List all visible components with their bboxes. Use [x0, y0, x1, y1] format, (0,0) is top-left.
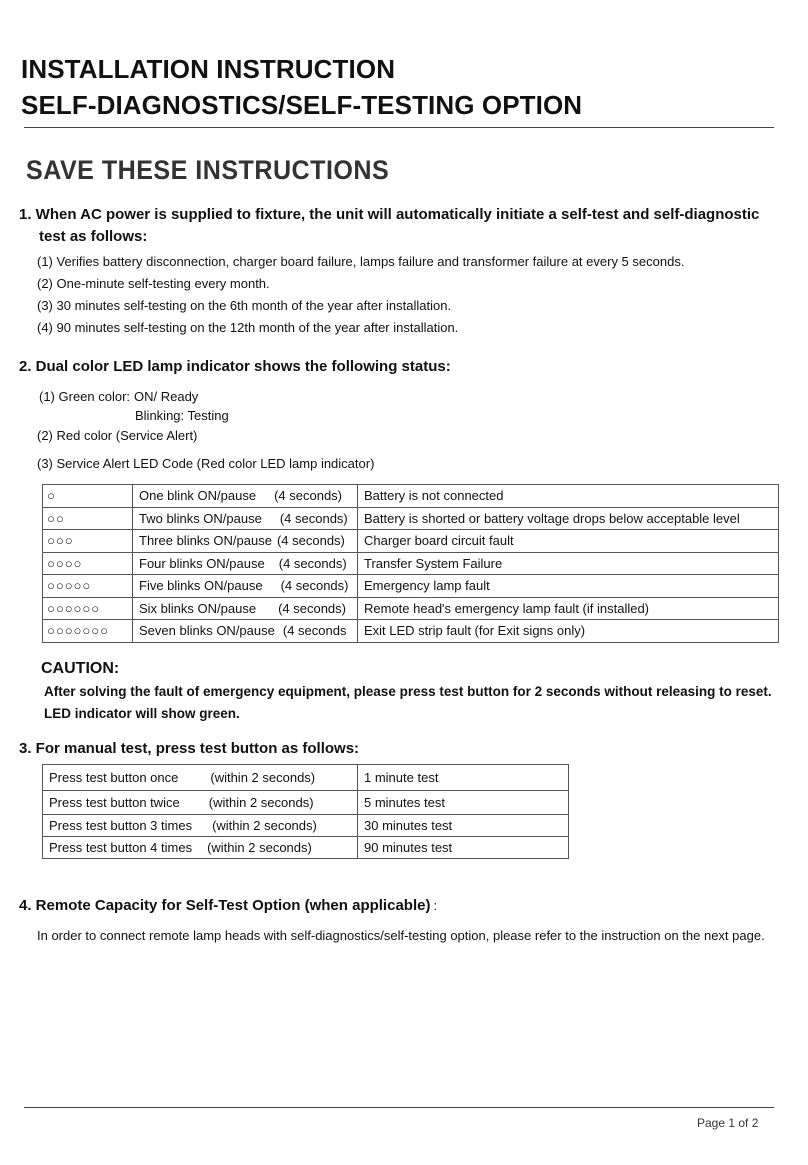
led-duration: (4 seconds) — [276, 533, 345, 549]
section1-item-3: (3) 30 minutes self-testing on the 6th month of the year after installation. — [37, 298, 452, 313]
led-blink-pattern: Five blinks ON/pause — [139, 578, 263, 594]
led-duration: (4 seconds) — [274, 488, 342, 504]
green-blink-status: Blinking: Testing — [135, 408, 229, 423]
footer-divider — [24, 1107, 774, 1108]
led-duration: (4 seconds) — [278, 555, 347, 571]
green-color-label: (1) Green color: — [39, 389, 131, 404]
save-instructions-banner: SAVE THESE INSTRUCTIONS — [26, 155, 390, 185]
led-blink-pattern-cell — [133, 552, 358, 575]
manual-window: (within 2 seconds) — [207, 840, 312, 855]
led-blink-symbol: ○ — [43, 485, 133, 508]
table-row — [43, 791, 569, 815]
manual-action: Press test button 4 times — [49, 840, 193, 855]
manual-result: 5 minutes test — [358, 791, 569, 815]
table-row — [43, 530, 779, 553]
table-row — [43, 485, 779, 508]
led-duration: (4 seconds) — [280, 578, 349, 594]
led-duration: (4 seconds) — [279, 510, 348, 526]
led-blink-symbol: ○○○ — [43, 530, 133, 553]
table-row — [43, 507, 779, 530]
red-color-label: (2) Red color (Service Alert) — [37, 428, 198, 443]
table-row — [43, 815, 569, 837]
section1-heading-line1: 1. When AC power is supplied to fixture, the unit will automatically initiate a self-test and self-diagnostic — [19, 206, 760, 223]
header-divider — [24, 127, 774, 128]
manual-action: Press test button 3 times — [49, 818, 193, 833]
section4-heading-line — [19, 897, 437, 914]
led-blink-pattern: Four blinks ON/pause — [139, 555, 265, 571]
caution-line1: After solving the fault of emergency equipment, please press test button for 2 seconds without releasing to reset. — [44, 684, 772, 699]
caution-title: CAUTION: — [41, 660, 120, 677]
led-blink-pattern: Two blinks ON/pause — [139, 510, 262, 526]
led-blink-symbol: ○○ — [43, 507, 133, 530]
led-fault-meaning: Exit LED strip fault (for Exit signs only) — [358, 620, 779, 643]
section3-heading: 3. For manual test, press test button as follows: — [19, 740, 360, 757]
led-blink-pattern: One blink ON/pause — [139, 488, 257, 504]
table-row — [43, 552, 779, 575]
table-row — [43, 620, 779, 643]
led-code-table — [42, 484, 779, 643]
led-blink-pattern-cell — [133, 485, 358, 508]
document-title-line1: INSTALLATION INSTRUCTION — [21, 54, 396, 84]
section1-item-4: (4) 90 minutes self-testing on the 12th month of the year after installation. — [37, 320, 459, 335]
page-number: Page 1 of 2 — [697, 1116, 759, 1130]
manual-window: (within 2 seconds) — [208, 795, 314, 810]
manual-test-table — [42, 764, 569, 859]
table-row — [43, 597, 779, 620]
manual-action-cell — [43, 791, 358, 815]
led-blink-pattern-cell — [133, 507, 358, 530]
document-title-line2: SELF-DIAGNOSTICS/SELF-TESTING OPTION — [21, 90, 583, 120]
section1-heading-line2: test as follows: — [39, 228, 148, 245]
manual-action: Press test button once — [49, 770, 179, 785]
led-blink-pattern-cell — [133, 530, 358, 553]
section4-body: In order to connect remote lamp heads with self-diagnostics/self-testing option, please refer to the instruction on the next page. — [37, 928, 765, 943]
table-row — [43, 765, 569, 791]
led-blink-pattern-cell — [133, 597, 358, 620]
led-blink-pattern-cell — [133, 620, 358, 643]
section2-heading: 2. Dual color LED lamp indicator shows the following status: — [19, 358, 451, 375]
led-fault-meaning: Battery is not connected — [358, 485, 779, 508]
led-fault-meaning: Remote head's emergency lamp fault (if installed) — [358, 597, 779, 620]
led-blink-pattern-cell — [133, 575, 358, 598]
led-blink-symbol: ○○○○○○ — [43, 597, 133, 620]
section1-item-2: (2) One-minute self-testing every month. — [37, 276, 270, 291]
led-blink-symbol: ○○○○○○○ — [43, 620, 133, 643]
manual-window: (within 2 seconds) — [210, 770, 316, 785]
caution-line2: LED indicator will show green. — [44, 706, 240, 721]
led-blink-symbol: ○○○○○ — [43, 575, 133, 598]
manual-window: (within 2 seconds) — [212, 818, 317, 833]
led-fault-meaning: Charger board circuit fault — [358, 530, 779, 553]
led-blink-pattern: Three blinks ON/pause — [139, 533, 272, 549]
led-fault-meaning: Transfer System Failure — [358, 552, 779, 575]
led-fault-meaning: Emergency lamp fault — [358, 575, 779, 598]
led-code-label: (3) Service Alert LED Code (Red color LED lamp indicator) — [37, 456, 375, 471]
section1-item-1: (1) Verifies battery disconnection, charger board failure, lamps failure and transformer failure at every 5 seconds. — [37, 254, 685, 269]
led-blink-symbol: ○○○○ — [43, 552, 133, 575]
table-row — [43, 575, 779, 598]
led-duration: (4 seconds — [282, 623, 347, 639]
manual-action-cell — [43, 815, 358, 837]
led-duration: (4 seconds) — [278, 600, 346, 616]
led-blink-pattern: Seven blinks ON/pause — [139, 623, 275, 639]
table-row — [43, 837, 569, 859]
manual-action-cell — [43, 765, 358, 791]
manual-result: 1 minute test — [358, 765, 569, 791]
section4-heading: 4. Remote Capacity for Self-Test Option (when applicable) — [19, 897, 431, 914]
led-fault-meaning: Battery is shorted or battery voltage drops below acceptable level — [358, 507, 779, 530]
section4-heading-suffix: : — [433, 898, 438, 913]
manual-action-cell — [43, 837, 358, 859]
green-on-status: ON/ Ready — [134, 389, 199, 404]
manual-result: 90 minutes test — [358, 837, 569, 859]
manual-result: 30 minutes test — [358, 815, 569, 837]
led-blink-pattern: Six blinks ON/pause — [139, 600, 257, 616]
manual-action: Press test button twice — [49, 795, 180, 810]
